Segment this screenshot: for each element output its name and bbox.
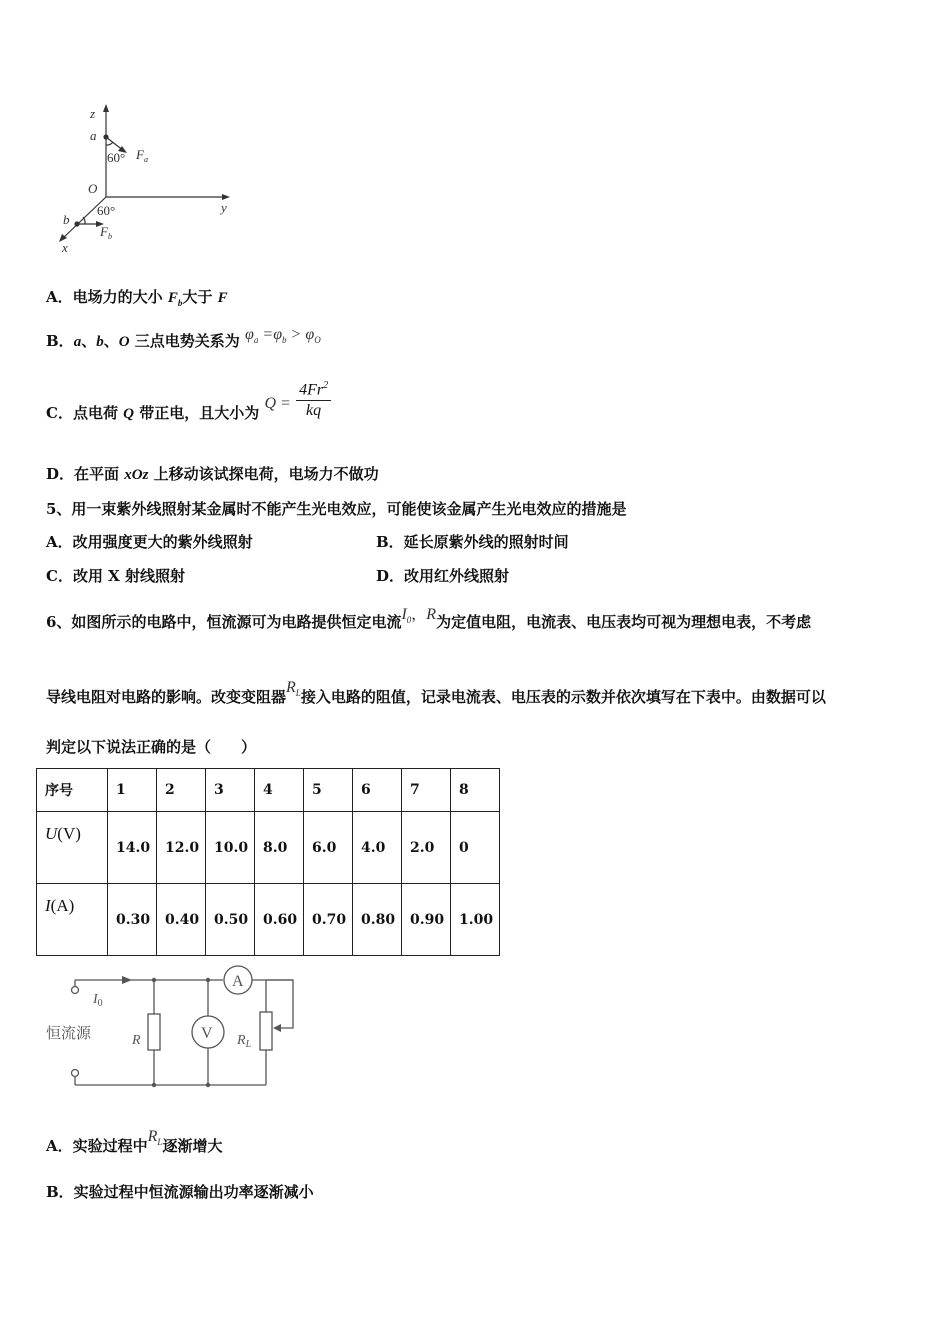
table-cell: 2.0 <box>402 812 451 884</box>
table-header-cell: 1 <box>108 769 157 812</box>
table-cell: 10.0 <box>206 812 255 884</box>
q6-option-a: A．实验过程中$R_L$逐渐增大 <box>46 1128 223 1155</box>
voltmeter-label: V <box>201 1025 213 1042</box>
terminal-bottom <box>72 1070 79 1077</box>
source-label: 恒流源 <box>46 1024 92 1042</box>
force-a-label: $F_a$ <box>136 147 148 164</box>
current-row-label: I(A) <box>37 884 108 956</box>
force-b-label: $F_b$ <box>100 224 112 241</box>
table-cell: 0.50 <box>206 884 255 956</box>
q5-option-a: A．改用强度更大的紫外线照射 <box>46 533 253 551</box>
point-a-dot <box>103 134 108 139</box>
table-cell: 14.0 <box>108 812 157 884</box>
q6-stem-line3: 判定以下说法正确的是（ ） <box>46 738 257 756</box>
ammeter-label: A <box>232 973 244 990</box>
angle-b-label: 60° <box>97 203 116 218</box>
table-cell: 0.30 <box>108 884 157 956</box>
junction-dot <box>206 1083 210 1087</box>
rheostat <box>260 1012 272 1050</box>
table-header-cell: 6 <box>353 769 402 812</box>
voltage-row-label: U(V) <box>37 812 108 884</box>
charge-formula-lhs: Q = <box>264 395 291 413</box>
circuit-diagram <box>40 960 310 1095</box>
q5-stem: 5、用一束紫外线照射某金属时不能产生光电效应，可能使该金属产生光电效应的措施是 <box>46 500 627 518</box>
z-arrowhead <box>103 104 109 112</box>
q5-option-d: D．改用红外线照射 <box>376 567 510 585</box>
table-cell: 0.90 <box>402 884 451 956</box>
current-arrow <box>122 976 132 984</box>
table-header-cell: 序号 <box>37 769 108 812</box>
angle-a-label: 60° <box>107 150 126 165</box>
coordinate-figure <box>40 100 240 260</box>
resistor-r-label: R <box>132 1033 141 1048</box>
x-label: x <box>62 240 68 255</box>
table-cell: 0.70 <box>304 884 353 956</box>
table-cell: 0.60 <box>255 884 304 956</box>
table-header-cell: 3 <box>206 769 255 812</box>
rheostat-label: $R_L$ <box>237 1033 252 1050</box>
q5-option-c: C．改用 X 射线照射 <box>46 567 186 585</box>
table-cell: 6.0 <box>304 812 353 884</box>
table-cell: 12.0 <box>157 812 206 884</box>
data-table <box>36 768 500 956</box>
z-label: z <box>90 106 96 121</box>
q4-option-b: B．a、b、O 三点电势关系为 $\varphi_a =\varphi_b > \varphi_O$ <box>46 326 321 350</box>
table-row-voltage <box>37 812 500 884</box>
table-cell: 0 <box>451 812 500 884</box>
angle-a-arc <box>106 142 113 145</box>
q6-stem-line1: 6、如图所示的电路中，恒流源可为电路提供恒定电流$I_0$，R为定值电阻，电流表、电压表均可视为理想电表，不考虑 <box>46 605 812 631</box>
table-header-cell: 4 <box>255 769 304 812</box>
table-cell: 0.40 <box>157 884 206 956</box>
terminal-top <box>72 987 79 994</box>
y-label: y <box>221 200 227 215</box>
junction-dot <box>152 978 156 982</box>
charge-formula-fraction: $\frac{4Fr^2}{kq}$ <box>296 380 331 420</box>
q6-stem-line2: 导线电阻对电路的影响。改变变阻器$R_L$接入电路的阻值，记录电流表、电压表的示数并依次填写在下表中。由数据可以 <box>46 679 826 706</box>
q4-option-a: A．电场力的大小 $F_b$大于 F <box>46 288 228 308</box>
table-header-cell: 2 <box>157 769 206 812</box>
origin-label: O <box>88 181 98 196</box>
q4-option-c: C．点电荷 Q 带正电，且大小为 Q = $\frac{4Fr^2}{kq}$ <box>46 380 331 420</box>
current-label: $I_0$ <box>93 992 103 1009</box>
table-header-cell: 8 <box>451 769 500 812</box>
junction-dot <box>152 1083 156 1087</box>
junction-dot <box>206 978 210 982</box>
resistor-r <box>148 1014 160 1050</box>
q6-option-b: B．实验过程中恒流源输出功率逐渐减小 <box>46 1183 314 1201</box>
table-cell: 1.00 <box>451 884 500 956</box>
slider-arrow <box>273 1024 281 1032</box>
table-row-current <box>37 884 500 956</box>
q5-option-b: B．延长原紫外线的照射时间 <box>376 533 569 551</box>
table-cell: 0.80 <box>353 884 402 956</box>
table-cell: 8.0 <box>255 812 304 884</box>
table-header-cell: 7 <box>402 769 451 812</box>
potential-relation: $\varphi_a =\varphi_b > \varphi_O$ <box>245 326 321 346</box>
table-header-cell: 5 <box>304 769 353 812</box>
point-b-dot <box>74 221 79 226</box>
table-header-row <box>37 769 500 812</box>
q4-option-d: D．在平面 xOz 上移动该试探电荷，电场力不做功 <box>46 465 379 483</box>
point-a-label: a <box>90 128 97 143</box>
table-cell: 4.0 <box>353 812 402 884</box>
point-b-label: b <box>63 212 70 227</box>
